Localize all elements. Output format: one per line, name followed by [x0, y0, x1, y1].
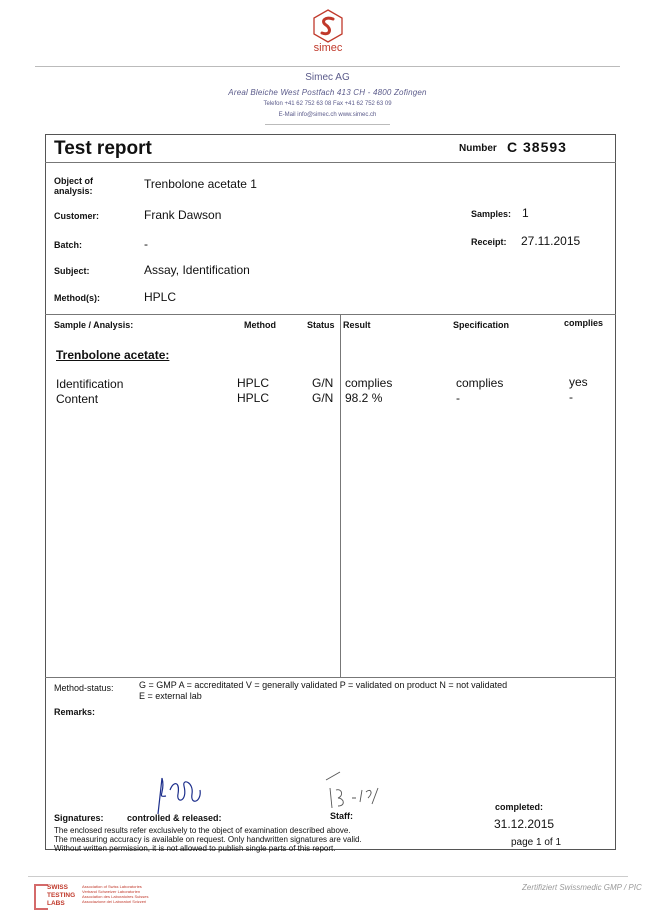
header-divider-short: [265, 124, 390, 125]
stl-line-3: LABS: [47, 900, 65, 907]
table-row-specification: -: [456, 391, 460, 405]
stl-association-text: [82, 884, 148, 904]
table-row-status: G/N: [312, 391, 334, 405]
table-row-complies: yes: [569, 375, 588, 389]
report-number: C 38593: [507, 139, 567, 155]
table-row-method: HPLC: [237, 376, 270, 390]
table-row-result: complies: [345, 376, 393, 390]
method-status-label: Method-status:: [54, 683, 114, 693]
method-value: HPLC: [144, 290, 177, 304]
table-bottom-divider: [45, 677, 616, 678]
method-label: Method(s):: [54, 293, 100, 303]
receipt-value: 27.11.2015: [521, 234, 581, 248]
table-row-status: G/N: [312, 376, 334, 390]
header-specification: Specification: [453, 320, 510, 330]
samples-label: Samples:: [471, 209, 512, 219]
customer-label: Customer:: [54, 211, 100, 221]
disclaimer-line-3: Without written permission, it is not allowed to publish single parts of this report.: [54, 844, 336, 853]
brand-name: simec: [313, 42, 343, 54]
staff-signature: [322, 768, 390, 810]
title-divider: [45, 162, 616, 163]
fields-divider: [45, 314, 616, 315]
result-column-divider: [340, 314, 341, 677]
header-complies: complies: [564, 318, 604, 328]
report-number-label: Number: [459, 143, 497, 154]
controlled-signature: [148, 772, 212, 818]
section-title: Trenbolone acetate:: [56, 348, 170, 362]
stl-bracket: [34, 884, 48, 910]
disclaimer-line-1: The enclosed results refer exclusively to the object of examination described above.: [54, 826, 351, 835]
certification-text: Zertifiziert Swissmedic GMP / PIC: [522, 883, 642, 892]
table-row-specification: complies: [456, 376, 504, 390]
remarks-label: Remarks:: [54, 707, 96, 717]
method-status-legend: G = GMP A = accreditated V = generally validated P = validated on product N = not validated: [139, 680, 508, 690]
stl-line-1: SWISS: [47, 884, 68, 891]
batch-label: Batch:: [54, 240, 83, 250]
company-name: Simec AG: [305, 72, 350, 83]
company-email-web: E-Mail info@simec.ch www.simec.ch: [278, 112, 377, 118]
object-label: Object of analysis:: [54, 176, 94, 196]
swiss-testing-labs-logo: [34, 882, 184, 914]
batch-value: -: [144, 237, 148, 251]
stl-line-2: TESTING: [47, 892, 76, 899]
company-phone-fax: Telefon +41 62 752 63 08 Fax +41 62 752 63 09: [263, 101, 392, 107]
page-number: page 1 of 1: [511, 837, 562, 848]
subject-value: Assay, Identification: [144, 263, 250, 277]
report-title: Test report: [54, 138, 152, 159]
controlled-released-label: controlled & released:: [127, 813, 222, 823]
stl-text-4: Associazione dei Laboratori Svizzeri: [82, 899, 147, 904]
header-status: Status: [307, 320, 335, 330]
header-divider: [35, 66, 620, 67]
signatures-label: Signatures:: [54, 813, 104, 823]
stl-text-3: Association des Laboratoires Suisses: [82, 894, 149, 899]
completed-label: completed:: [495, 802, 544, 812]
company-address: Areal Bleiche West Postfach 413 CH - 4800 Zofingen: [228, 88, 427, 97]
samples-value: 1: [522, 206, 529, 220]
disclaimer-line-2: The measuring accuracy is available on request. Only handwritten signatures are valid.: [54, 835, 362, 844]
stl-text-2: Verband Schweizer Laboratorien: [82, 889, 141, 894]
stl-wordmark: [47, 884, 75, 908]
subject-label: Subject:: [54, 266, 90, 276]
table-row-analysis: Identification: [56, 377, 124, 391]
table-row-analysis: Content: [56, 392, 99, 406]
stl-text-1: Association of Swiss Laboratories: [82, 884, 142, 889]
customer-value: Frank Dawson: [144, 208, 222, 222]
table-row-result: 98.2 %: [345, 391, 383, 405]
footer-divider: [28, 876, 628, 877]
completed-date: 31.12.2015: [494, 817, 555, 831]
object-value: Trenbolone acetate 1: [144, 177, 257, 191]
table-row-complies: -: [569, 390, 573, 404]
header-method: Method: [244, 320, 276, 330]
method-status-legend-external: E = external lab: [139, 691, 202, 701]
header-sample: Sample / Analysis:: [54, 320, 134, 330]
receipt-label: Receipt:: [471, 237, 507, 247]
staff-label: Staff:: [330, 811, 353, 821]
table-row-method: HPLC: [237, 391, 270, 405]
header-result: Result: [343, 320, 371, 330]
